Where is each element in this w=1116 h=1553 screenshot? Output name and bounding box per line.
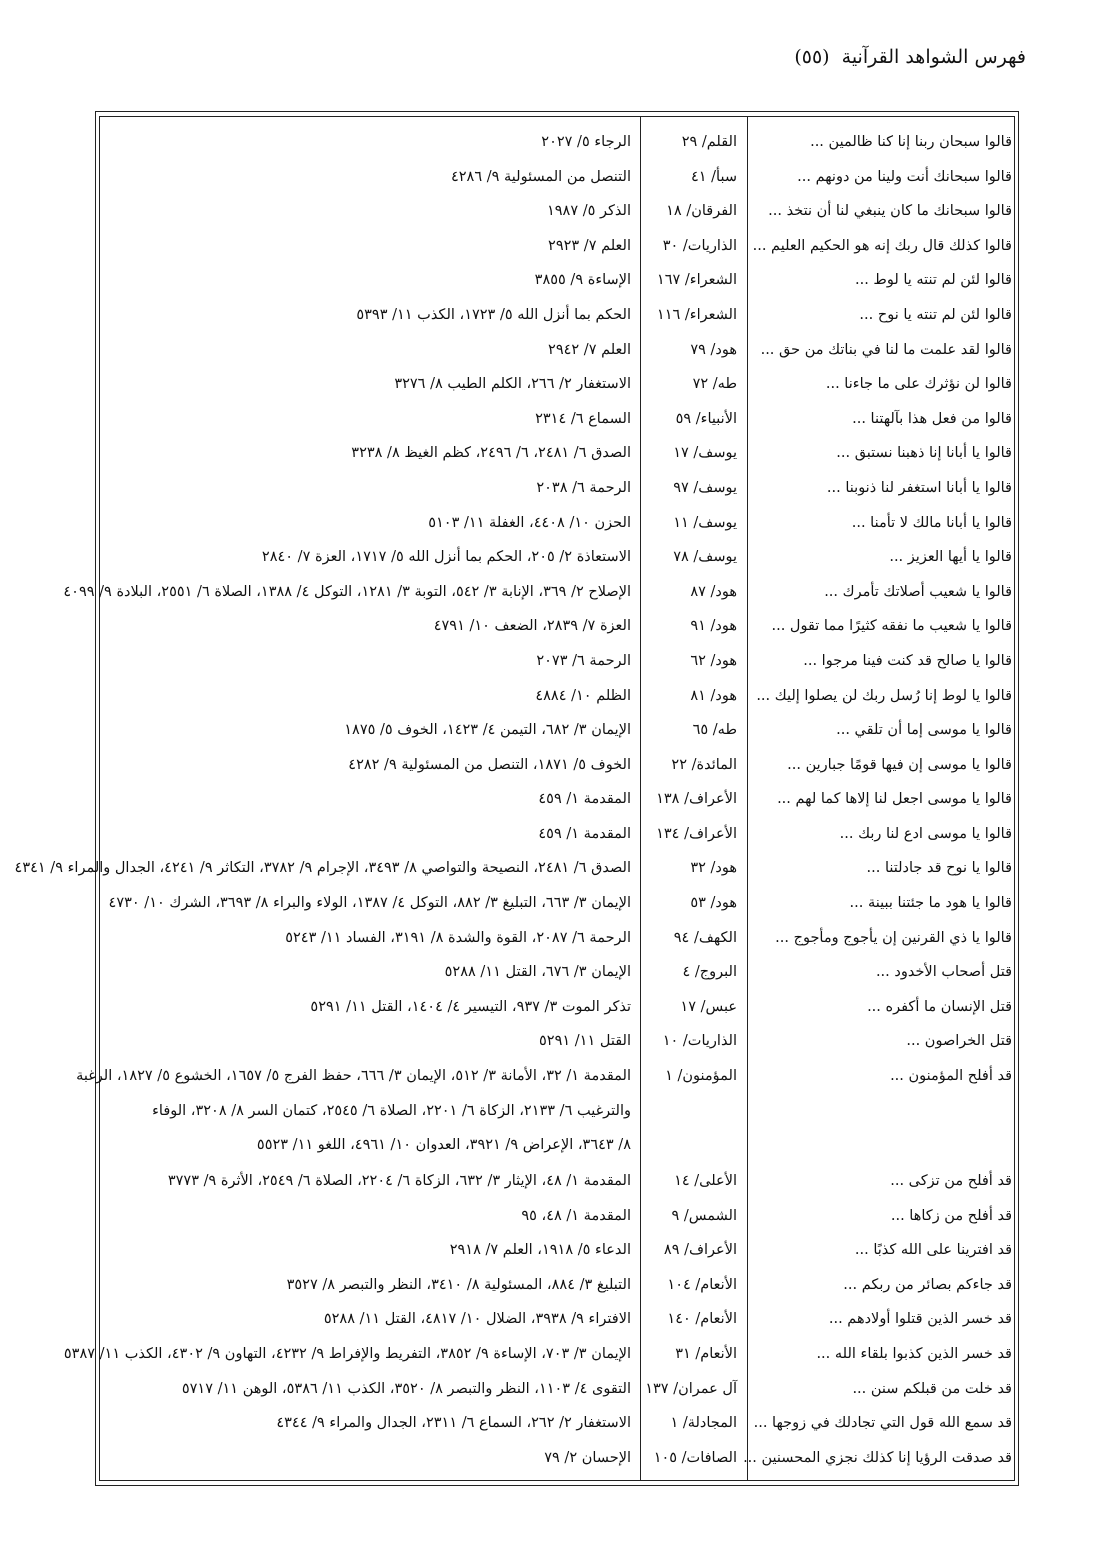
surah-reference: الأعراف/ ١٣٨ bbox=[656, 791, 737, 808]
verse-text: قالوا لئن لم تنته يا نوح ... bbox=[859, 306, 1012, 323]
index-table bbox=[14, 125, 1015, 1475]
topic-references bbox=[107, 1268, 631, 1303]
verse-text: قالوا يا موسى ادع لنا ربك ... bbox=[839, 825, 1012, 842]
topic-line: المقدمة ١/ ٣٢، الأمانة ٣/ ٥١٢، الإيمان ٣/ ٦٦٦، حفظ الفرج ٥/ ١٦٥٧، الخشوع ٥/ ١٨٢٧، الرغبة bbox=[76, 1068, 631, 1085]
topic-references bbox=[107, 782, 631, 817]
table-row bbox=[99, 955, 1015, 990]
topic-line: الإيمان ٣/ ٦٨٢، التيمن ٤/ ١٤٢٣، الخوف ٥/ ١٨٧٥ bbox=[344, 722, 631, 739]
table-row bbox=[99, 817, 1015, 852]
topic-references bbox=[107, 229, 631, 264]
verse-text: قد افترينا على الله كذبًا ... bbox=[854, 1242, 1012, 1259]
topic-references bbox=[107, 471, 631, 506]
topic-references bbox=[107, 125, 631, 160]
table-row bbox=[99, 263, 1015, 298]
topic-line: الإحسان ٢/ ٧٩ bbox=[544, 1449, 631, 1466]
verse-text: قالوا يا أبانا مالك لا تأمنا ... bbox=[851, 514, 1012, 531]
table-row bbox=[99, 713, 1015, 748]
topic-references bbox=[107, 713, 631, 748]
table-row bbox=[14, 851, 1015, 886]
topic-line: الإصلاح ٢/ ٣٦٩، الإنابة ٣/ ٥٤٢، التوبة ٣/ ١٢٨١، التوكل ٤/ ١٣٨٨، الصلاة ٦/ ٢٥٥١، البلادة ٩/ ٤٠٩٩ bbox=[63, 583, 631, 600]
verse-text: قالوا يا موسى اجعل لنا إلاها كما لهم ... bbox=[777, 791, 1012, 808]
verse-text: قالوا يا ذي القرنين إن يأجوج ومأجوج ... bbox=[775, 929, 1012, 946]
topic-line: الإساءة ٩/ ٣٨٥٥ bbox=[534, 272, 631, 289]
topic-references bbox=[107, 817, 631, 852]
topic-line: الافتراء ٩/ ٣٩٣٨، الضلال ١٠/ ٤٨١٧، القتل ١١/ ٥٢٨٨ bbox=[323, 1311, 631, 1328]
topic-line: القتل ١١/ ٥٢٩١ bbox=[539, 1033, 631, 1050]
topic-references bbox=[107, 1199, 631, 1234]
topic-references bbox=[107, 160, 631, 195]
verse-text: قالوا من فعل هذا بآلهتنا ... bbox=[852, 410, 1012, 427]
table-row bbox=[99, 782, 1015, 817]
table-row bbox=[99, 402, 1015, 437]
topic-references bbox=[107, 679, 631, 714]
topic-line: المقدمة ١/ ٤٥٩ bbox=[538, 825, 631, 842]
topic-line: والترغيب ٦/ ٢١٣٣، الزكاة ٦/ ٢٢٠١، الصلاة ٦/ ٢٥٤٥، كتمان السر ٨/ ٣٢٠٨، الوفاء bbox=[152, 1102, 631, 1119]
topic-references bbox=[63, 575, 631, 610]
topic-line: الظلم ١٠/ ٤٨٨٤ bbox=[535, 687, 631, 704]
verse-text: قالوا لقد علمت ما لنا في بناتك من حق ... bbox=[760, 341, 1012, 358]
verse-text: قتل الإنسان ما أكفره ... bbox=[867, 998, 1012, 1015]
table-row bbox=[76, 1059, 1015, 1164]
verse-text: قالوا يا أبانا استغفر لنا ذنوبنا ... bbox=[826, 479, 1012, 496]
table-row bbox=[99, 229, 1015, 264]
table-row bbox=[99, 1233, 1015, 1268]
surah-reference: الذاريات/ ٣٠ bbox=[662, 237, 737, 254]
surah-reference: يوسف/ ١١ bbox=[673, 514, 737, 531]
topic-line: الاستعاذة ٢/ ٢٠٥، الحكم بما أنزل الله ٥/ ١٧١٧، العزة ٧/ ٢٨٤٠ bbox=[261, 549, 631, 566]
topic-line: العلم ٧/ ٢٩٤٢ bbox=[548, 341, 631, 358]
table-row bbox=[99, 506, 1015, 541]
verse-text: قالوا يا موسى إن فيها قومًا جبارين ... bbox=[787, 756, 1012, 773]
table-row bbox=[99, 160, 1015, 195]
topic-line: الحكم بما أنزل الله ٥/ ١٧٢٣، الكذب ١١/ ٥٣٩٣ bbox=[356, 306, 631, 323]
topic-line: الخوف ٥/ ١٨٧١، التنصل من المسئولية ٩/ ٤٢٨٢ bbox=[348, 756, 631, 773]
topic-line: الصدق ٦/ ٢٤٨١، النصيحة والتواصي ٨/ ٣٤٩٣، الإجرام ٩/ ٣٧٨٢، التكاثر ٩/ ٤٢٤١، الجدال والمراء ٩/ ٤٣٤١ bbox=[14, 860, 631, 877]
verse-text: قد خسر الذين كذبوا بلقاء الله ... bbox=[816, 1346, 1012, 1362]
surah-reference: الأعراف/ ٨٩ bbox=[663, 1242, 737, 1259]
table-row bbox=[99, 609, 1015, 644]
topic-references bbox=[107, 1164, 631, 1199]
topic-line: الإيمان ٣/ ٦٧٦، القتل ١١/ ٥٢٨٨ bbox=[444, 964, 631, 981]
table-row bbox=[99, 125, 1015, 160]
topic-line: التنصل من المسئولية ٩/ ٤٢٨٦ bbox=[450, 168, 631, 185]
topic-references bbox=[107, 1302, 631, 1337]
verse-text: قالوا كذلك قال ربك إنه هو الحكيم العليم ... bbox=[752, 237, 1012, 254]
topic-line: تذكر الموت ٣/ ٩٣٧، التيسير ٤/ ١٤٠٤، القتل ١١/ ٥٢٩١ bbox=[310, 998, 631, 1015]
verse-text: قد أفلح من تزكى ... bbox=[890, 1173, 1012, 1190]
surah-reference: الأعراف/ ١٣٤ bbox=[656, 825, 737, 842]
surah-reference: هود/ ٥٣ bbox=[690, 895, 737, 912]
surah-reference: الأنبياء/ ٥٩ bbox=[675, 410, 737, 427]
verse-text: قالوا لئن لم تنته يا لوط ... bbox=[854, 272, 1012, 289]
verse-text: قالوا يا موسى إما أن تلقي ... bbox=[836, 722, 1012, 739]
verse-text: قالوا سبحانك ما كان ينبغي لنا أن نتخذ ... bbox=[768, 203, 1012, 220]
surah-reference: الذاريات/ ١٠ bbox=[662, 1033, 737, 1050]
topic-references bbox=[107, 333, 631, 368]
surah-reference: هود/ ٩١ bbox=[690, 618, 737, 635]
topic-references bbox=[107, 1372, 631, 1407]
table-row bbox=[99, 540, 1015, 575]
table-row bbox=[99, 644, 1015, 679]
topic-references bbox=[107, 921, 631, 956]
topic-references bbox=[107, 886, 631, 921]
verse-text: قد صدقت الرؤيا إنا كذلك نجزي المحسنين ... bbox=[743, 1449, 1012, 1466]
table-row bbox=[99, 1164, 1015, 1199]
verse-text: قالوا سبحان ربنا إنا كنا ظالمين ... bbox=[810, 134, 1012, 150]
topic-line: العلم ٧/ ٢٩٢٣ bbox=[548, 237, 631, 254]
surah-reference: المائدة/ ٢٢ bbox=[671, 756, 737, 773]
verse-text: قد سمع الله قول التي تجادلك في زوجها ... bbox=[753, 1415, 1012, 1432]
topic-line: العزة ٧/ ٢٨٣٩، الضعف ١٠/ ٤٧٩١ bbox=[433, 618, 631, 635]
table-row bbox=[63, 1337, 1015, 1372]
surah-reference: المؤمنون/ ١ bbox=[665, 1068, 737, 1085]
surah-reference: الأنعام/ ٣١ bbox=[675, 1346, 737, 1362]
verse-text: قالوا يا أبانا إنا ذهبنا نستبق ... bbox=[836, 445, 1012, 462]
verse-text: قالوا سبحانك أنت ولينا من دونهم ... bbox=[797, 168, 1012, 185]
topic-line: المقدمة ١/ ٤٨، ٩٥ bbox=[521, 1207, 631, 1224]
surah-reference: الشعراء/ ١٦٧ bbox=[656, 272, 737, 289]
topic-references bbox=[107, 367, 631, 402]
topic-line: المقدمة ١/ ٤٥٩ bbox=[538, 791, 631, 808]
surah-reference: الأنعام/ ١٠٤ bbox=[667, 1276, 737, 1293]
table-row bbox=[99, 1302, 1015, 1337]
surah-reference: البروج/ ٤ bbox=[682, 964, 737, 981]
topic-line: الإيمان ٣/ ٧٠٣، الإساءة ٩/ ٣٨٥٢، التفريط والإفراط ٩/ ٤٢٣٢، التهاون ٩/ ٤٣٠٢، الكذب ١١/ ٥٣٨٧ bbox=[63, 1346, 631, 1362]
topic-line: الرحمة ٦/ ٢٠٣٨ bbox=[536, 479, 631, 496]
surah-reference: عبس/ ١٧ bbox=[680, 998, 737, 1015]
table-row bbox=[99, 990, 1015, 1025]
topic-references bbox=[107, 1441, 631, 1476]
topic-line: الرحمة ٦/ ٢٠٧٣ bbox=[536, 652, 631, 669]
verse-text: قالوا يا هود ما جئتنا ببينة ... bbox=[849, 895, 1012, 912]
topic-line: الاستغفار ٢/ ٢٦٦، الكلم الطيب ٨/ ٣٢٧٦ bbox=[394, 376, 631, 393]
table-row bbox=[99, 436, 1015, 471]
topic-line: السماع ٦/ ٢٣١٤ bbox=[535, 410, 631, 427]
topic-references bbox=[107, 263, 631, 298]
verse-text: قالوا يا شعيب ما نفقه كثيرًا مما تقول ... bbox=[771, 618, 1012, 635]
topic-references bbox=[76, 1059, 631, 1163]
topic-line: الذكر ٥/ ١٩٨٧ bbox=[546, 203, 631, 220]
topic-line: التقوى ٤/ ١١٠٣، النظر والتبصر ٨/ ٣٥٢٠، الكذب ١١/ ٥٣٨٦، الوهن ١١/ ٥٧١٧ bbox=[181, 1380, 631, 1397]
surah-reference: الكهف/ ٩٤ bbox=[673, 929, 737, 946]
verse-text: قتل أصحاب الأخدود ... bbox=[875, 964, 1012, 981]
surah-reference: القلم/ ٢٩ bbox=[681, 134, 737, 150]
table-row bbox=[99, 1268, 1015, 1303]
verse-text: قالوا يا لوط إنا رُسل ربك لن يصلوا إليك ... bbox=[756, 687, 1012, 704]
topic-line: الرجاء ٥/ ٢٠٢٧ bbox=[541, 134, 631, 150]
verse-text: قد خسر الذين قتلوا أولادهم ... bbox=[828, 1311, 1012, 1328]
header-page-number: (٥٥) bbox=[794, 46, 830, 68]
topic-references bbox=[107, 990, 631, 1025]
surah-reference: المجادلة/ ١ bbox=[670, 1415, 737, 1432]
verse-text: قد جاءكم بصائر من ربكم ... bbox=[843, 1276, 1012, 1293]
surah-reference: الأعلى/ ١٤ bbox=[674, 1173, 737, 1190]
surah-reference: الفرقان/ ١٨ bbox=[666, 203, 737, 220]
surah-reference: طه/ ٦٥ bbox=[692, 722, 737, 739]
verse-text: قد خلت من قبلكم سنن ... bbox=[852, 1380, 1012, 1397]
surah-reference: الشعراء/ ١١٦ bbox=[656, 306, 737, 323]
topic-references bbox=[107, 609, 631, 644]
topic-line: الإيمان ٣/ ٦٦٣، التبليغ ٣/ ٨٨٢، التوكل ٤/ ١٣٨٧، الولاء والبراء ٨/ ٣٦٩٣، الشرك ١٠/ ٤٧٣٠ bbox=[108, 895, 631, 912]
table-row bbox=[99, 333, 1015, 368]
surah-reference: سبأ/ ٤١ bbox=[690, 168, 737, 185]
surah-reference: آل عمران/ ١٣٧ bbox=[645, 1380, 737, 1397]
topic-line: التبليغ ٣/ ٨٨٤، المسئولية ٨/ ٣٤١٠، النظر والتبصر ٨/ ٣٥٢٧ bbox=[286, 1276, 631, 1293]
verse-text: قالوا يا شعيب أصلاتك تأمرك ... bbox=[824, 583, 1012, 600]
table-row bbox=[99, 1441, 1015, 1476]
verse-text: قالوا يا صالح قد كنت فينا مرجوا ... bbox=[803, 652, 1012, 669]
surah-reference: الأنعام/ ١٤٠ bbox=[667, 1311, 737, 1328]
verse-text: قالوا يا نوح قد جادلتنا ... bbox=[866, 860, 1012, 877]
verse-text: قالوا لن نؤثرك على ما جاءنا ... bbox=[825, 376, 1012, 393]
surah-reference: هود/ ٨٧ bbox=[690, 583, 737, 600]
verse-text: قتل الخراصون ... bbox=[906, 1033, 1012, 1050]
topic-line: الاستغفار ٢/ ٢٦٢، السماع ٦/ ٢٣١١، الجدال والمراء ٩/ ٤٣٤٤ bbox=[276, 1415, 631, 1432]
topic-references bbox=[107, 436, 631, 471]
topic-references bbox=[14, 851, 631, 886]
table-row bbox=[99, 921, 1015, 956]
table-row bbox=[99, 1406, 1015, 1441]
table-row bbox=[99, 471, 1015, 506]
topic-references bbox=[107, 298, 631, 333]
surah-reference: يوسف/ ٩٧ bbox=[673, 479, 737, 496]
table-row bbox=[99, 1199, 1015, 1234]
surah-reference: يوسف/ ١٧ bbox=[673, 445, 737, 462]
topic-references bbox=[107, 1024, 631, 1059]
topic-line: المقدمة ١/ ٤٨، الإيثار ٣/ ٦٣٢، الزكاة ٦/ ٢٢٠٤، الصلاة ٦/ ٢٥٤٩، الأثرة ٩/ ٣٧٧٣ bbox=[167, 1173, 631, 1190]
header-title: فهرس الشواهد القرآنية bbox=[841, 46, 1026, 68]
surah-reference: هود/ ٧٩ bbox=[690, 341, 737, 358]
verse-text: قد أفلح من زكاها ... bbox=[890, 1207, 1012, 1224]
topic-line: الحزن ١٠/ ٤٤٠٨، الغفلة ١١/ ٥١٠٣ bbox=[428, 514, 631, 531]
topic-references bbox=[107, 194, 631, 229]
topic-references bbox=[107, 540, 631, 575]
table-row bbox=[63, 575, 1015, 610]
table-row bbox=[99, 679, 1015, 714]
topic-references bbox=[107, 1233, 631, 1268]
table-row bbox=[99, 194, 1015, 229]
topic-references bbox=[107, 506, 631, 541]
topic-references bbox=[107, 955, 631, 990]
surah-reference: الشمس/ ٩ bbox=[671, 1207, 737, 1224]
table-row bbox=[99, 367, 1015, 402]
topic-references bbox=[107, 644, 631, 679]
topic-references bbox=[107, 402, 631, 437]
table-row bbox=[99, 298, 1015, 333]
surah-reference: طه/ ٧٢ bbox=[692, 376, 737, 393]
table-row bbox=[99, 1372, 1015, 1407]
topic-line: الصدق ٦/ ٢٤٨١، ٦/ ٢٤٩٦، كظم الغيظ ٨/ ٣٢٣٨ bbox=[351, 445, 631, 462]
topic-references bbox=[63, 1337, 631, 1372]
surah-reference: هود/ ٣٢ bbox=[690, 860, 737, 877]
verse-text: قد أفلح المؤمنون ... bbox=[890, 1068, 1012, 1085]
surah-reference: هود/ ٦٢ bbox=[690, 652, 737, 669]
verse-text: قالوا يا أيها العزيز ... bbox=[889, 549, 1012, 566]
topic-line: الرحمة ٦/ ٢٠٨٧، القوة والشدة ٨/ ٣١٩١، الفساد ١١/ ٥٢٤٣ bbox=[285, 929, 631, 946]
topic-references bbox=[107, 748, 631, 783]
surah-reference: الصافات/ ١٠٥ bbox=[653, 1449, 737, 1466]
table-row bbox=[99, 748, 1015, 783]
topic-references bbox=[107, 1406, 631, 1441]
surah-reference: يوسف/ ٧٨ bbox=[673, 549, 737, 566]
topic-line: الدعاء ٥/ ١٩١٨، العلم ٧/ ٢٩١٨ bbox=[449, 1242, 631, 1259]
surah-reference: هود/ ٨١ bbox=[690, 687, 737, 704]
table-row bbox=[99, 1024, 1015, 1059]
page-header bbox=[794, 46, 1026, 68]
topic-line: ٨/ ٣٦٤٣، الإعراض ٩/ ٣٩٢١، العدوان ١٠/ ٤٩٦١، اللغو ١١/ ٥٥٢٣ bbox=[256, 1137, 631, 1154]
table-row bbox=[99, 886, 1015, 921]
